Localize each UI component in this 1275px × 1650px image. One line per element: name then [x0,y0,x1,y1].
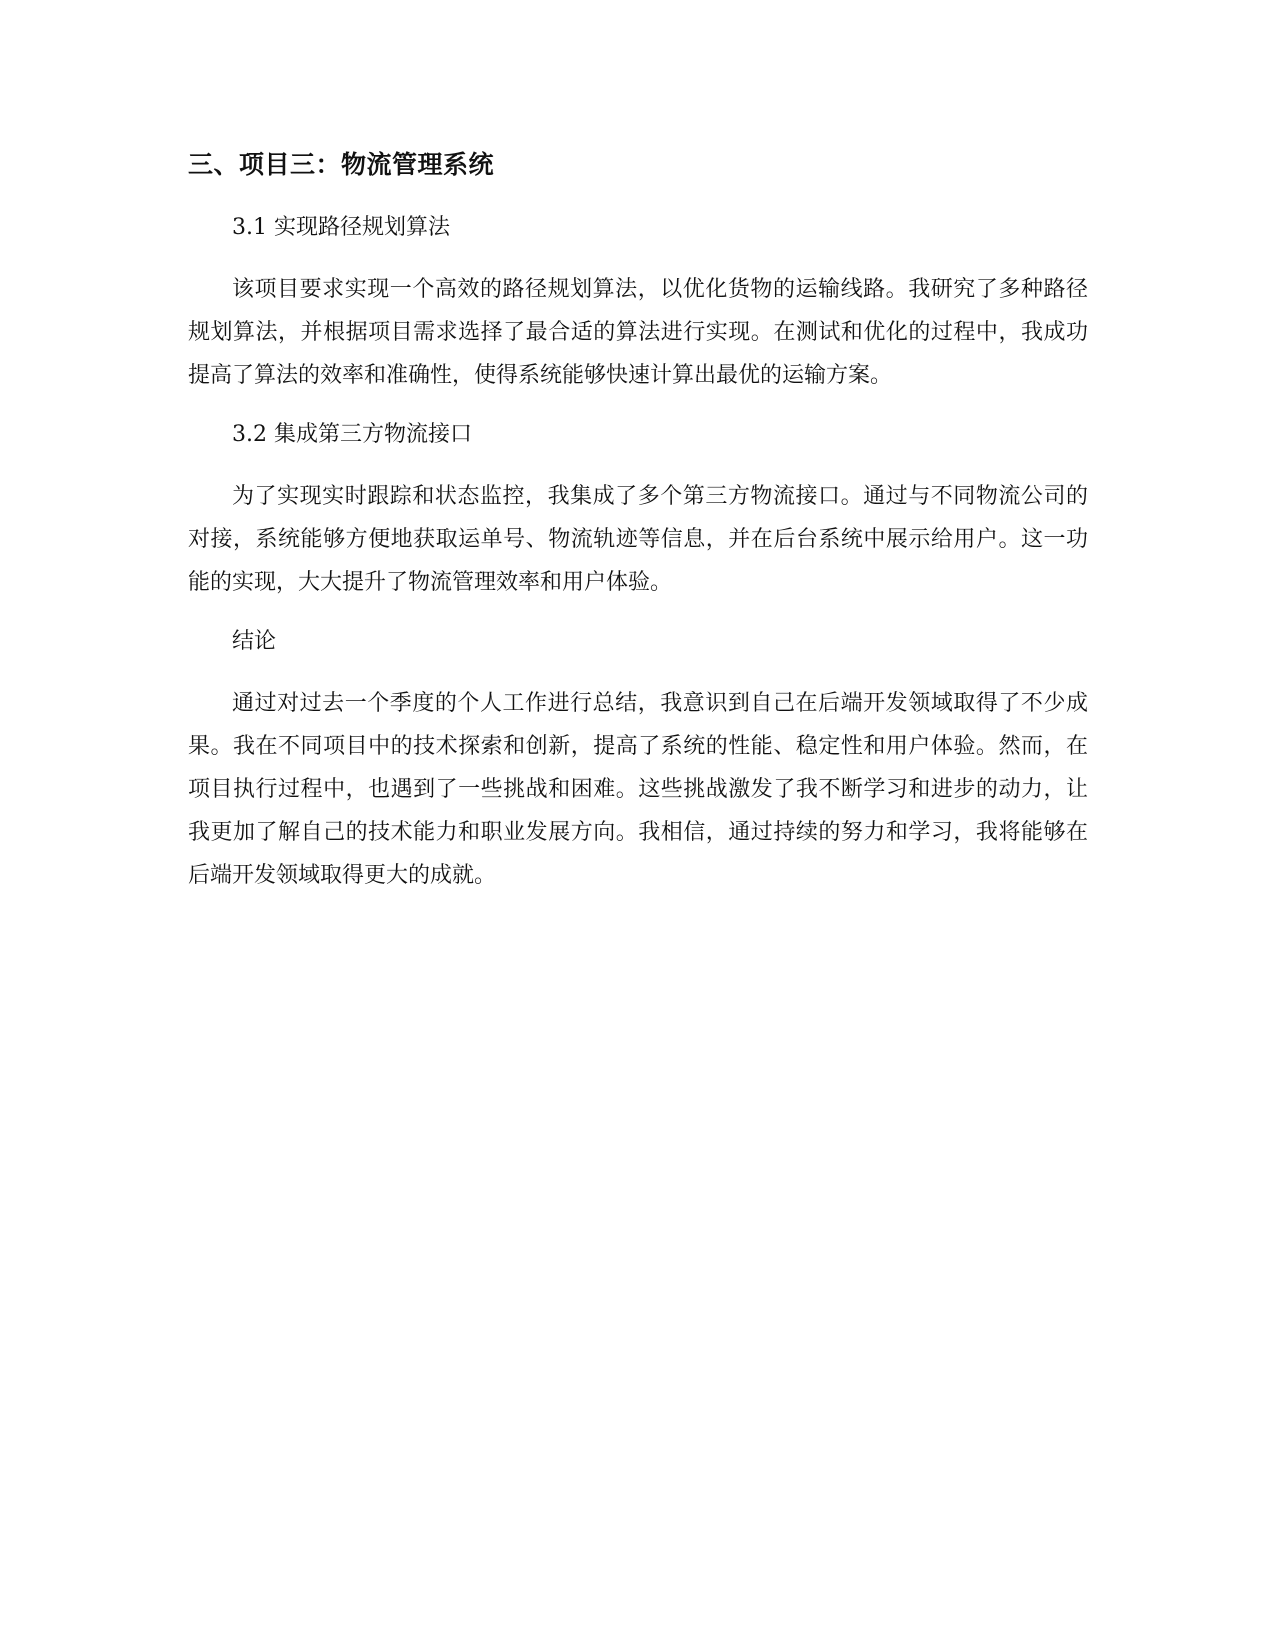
conclusion-paragraph: 通过对过去一个季度的个人工作进行总结，我意识到自己在后端开发领域取得了不少成果。我在不同项目中的技术探索和创新，提高了系统的性能、稳定性和用户体验。然而，在项目执行过程中，也遇到了一些挑战和困难。这些挑战激发了我不断学习和进步的动力，让我更加了解自己的技术能力和职业发展方向。我相信，通过持续的努力和学习，我将能够在后端开发领域取得更大的成就。 [188,691,1088,888]
subsection-heading-3-2: 3.2 集成第三方物流接口 [232,422,472,447]
paragraph-3-1: 该项目要求实现一个高效的路径规划算法，以优化货物的运输线路。我研究了多种路径规划算法，并根据项目需求选择了最合适的算法进行实现。在测试和优化的过程中，我成功提高了算法的效率和准确性，使得系统能够快速计算出最优的运输方案。 [188,277,1088,388]
paragraph-3-2: 为了实现实时跟踪和状态监控，我集成了多个第三方物流接口。通过与不同物流公司的对接，系统能够方便地获取运单号、物流轨迹等信息，并在后台系统中展示给用户。这一功能的实现，大大提升了物流管理效率和用户体验。 [188,484,1088,595]
section-heading: 三、项目三：物流管理系统 [188,150,495,179]
conclusion-heading: 结论 [232,629,277,654]
document-body [188,145,1088,897]
subsection-heading-3-1: 3.1 实现路径规划算法 [232,215,450,240]
